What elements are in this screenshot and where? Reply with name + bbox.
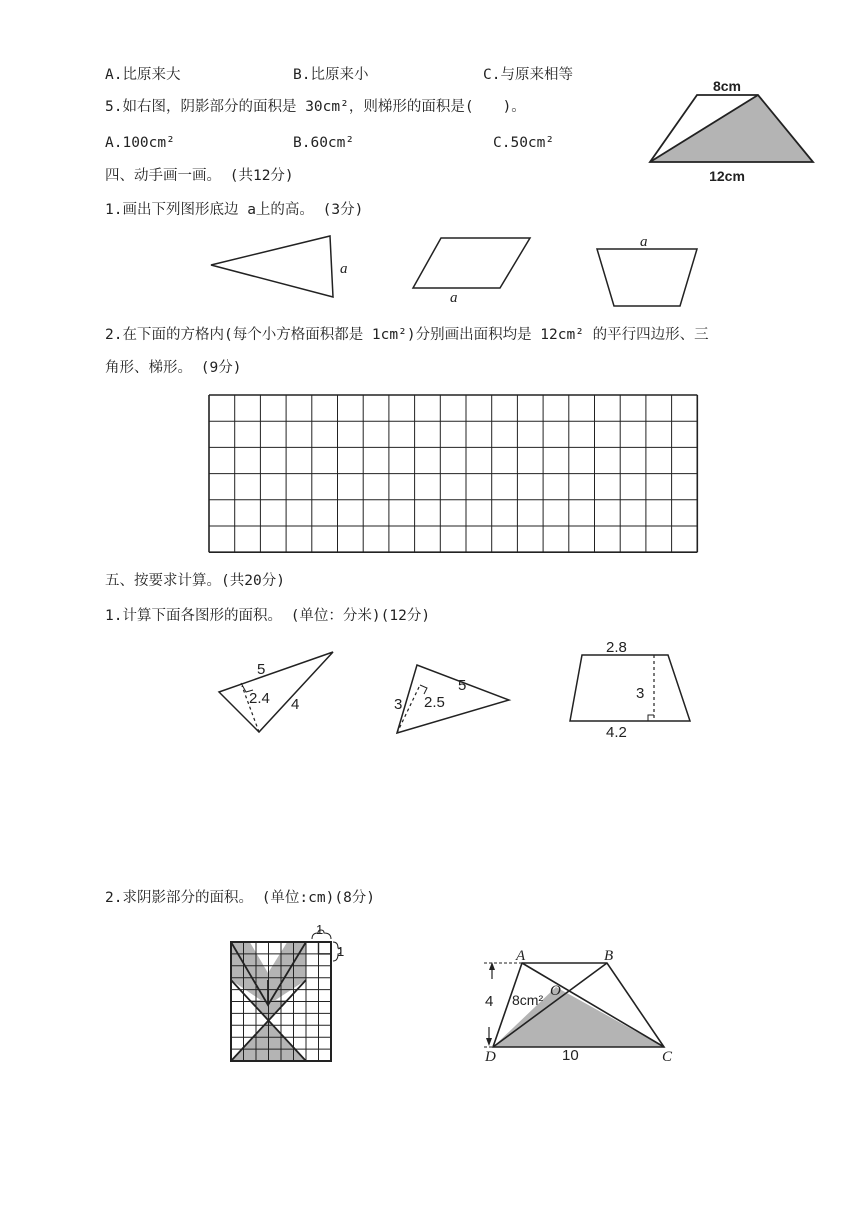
triangle-base-label: a	[340, 261, 348, 277]
q5-bottom-label: 12cm	[709, 168, 745, 184]
fig1-label-c: 4	[291, 696, 300, 713]
q4-option-c: C.与原来相等	[483, 67, 573, 83]
right-angle-mark	[648, 715, 654, 721]
fig2-label-c: 5	[458, 677, 467, 694]
fig1-label-a: 5	[257, 661, 266, 678]
fig3-label-height: 3	[636, 685, 645, 702]
base-label: 10	[562, 1047, 579, 1064]
calc-trapezoid	[570, 655, 690, 721]
q5-stem: 5.如右图，阴影部分的面积是 30cm²，则梯形的面积是( )。	[105, 99, 526, 115]
fig3-label-top: 2.8	[606, 639, 627, 656]
shaded-grid-figure	[231, 922, 344, 1061]
section4-q2-line1: 2.在下面的方格内(每个小方格面积都是 1cm²)分别画出面积均是 12cm² 的平行四边形、三	[105, 327, 709, 343]
q5-trapezoid-figure	[650, 78, 813, 184]
trapezoid-shape	[597, 249, 697, 306]
draw-height-shapes	[211, 234, 697, 306]
right-angle-mark	[420, 685, 427, 694]
grid-unit-height-label: 1	[337, 944, 345, 959]
q4-option-b: B.比原来小	[293, 67, 369, 83]
q5-option-a: A.100cm²	[105, 135, 175, 151]
drawing-grid[interactable]	[209, 395, 697, 552]
calc-figure-1	[219, 652, 333, 732]
fig2-label-b: 2.5	[424, 694, 445, 711]
arrow-down-icon	[486, 1038, 492, 1046]
section5-q1: 1.计算下面各图形的面积。 (单位：分米)(12分)	[105, 608, 431, 624]
fig3-label-bottom: 4.2	[606, 724, 627, 741]
area-label: 8cm²	[512, 992, 544, 1008]
calc-figure-2	[394, 665, 509, 733]
grid-unit-width-label: 1	[316, 922, 324, 937]
height-label: 4	[485, 993, 494, 1010]
parallelogram-shape	[413, 238, 530, 288]
fig2-label-a: 3	[394, 696, 403, 713]
trapezoid-base-label: a	[640, 234, 648, 250]
shaded-grid	[231, 942, 331, 1061]
vertex-d-label: D	[485, 1049, 496, 1065]
unit-cell	[319, 942, 332, 954]
section4-heading: 四、动手画一画。 (共12分)	[105, 168, 294, 184]
section4-q1: 1.画出下列图形底边 a上的高。 (3分)	[105, 202, 364, 218]
vertex-c-label: C	[662, 1049, 673, 1065]
section5-q2: 2.求阴影部分的面积。 (单位:cm)(8分)	[105, 890, 376, 906]
q5-option-b: B.60cm²	[293, 135, 355, 151]
vertex-b-label: B	[604, 948, 614, 964]
point-o-label: O	[550, 983, 561, 999]
calc-figure-3	[570, 639, 690, 741]
section5-heading: 五、按要求计算。(共20分)	[105, 573, 285, 589]
trapezoid-abcd-figure	[484, 948, 673, 1065]
calc-triangle-1	[219, 652, 333, 732]
q5-top-label: 8cm	[712, 78, 742, 94]
parallelogram-base-label: a	[450, 290, 458, 306]
triangle-shape	[211, 236, 333, 297]
fig1-label-b: 2.4	[249, 690, 270, 707]
vertex-a-label: A	[516, 948, 526, 964]
q4-option-a: A.比原来大	[105, 67, 181, 83]
section4-q2-line2: 角形、梯形。 (9分)	[105, 360, 242, 376]
q5-option-c: C.50cm²	[493, 135, 555, 151]
